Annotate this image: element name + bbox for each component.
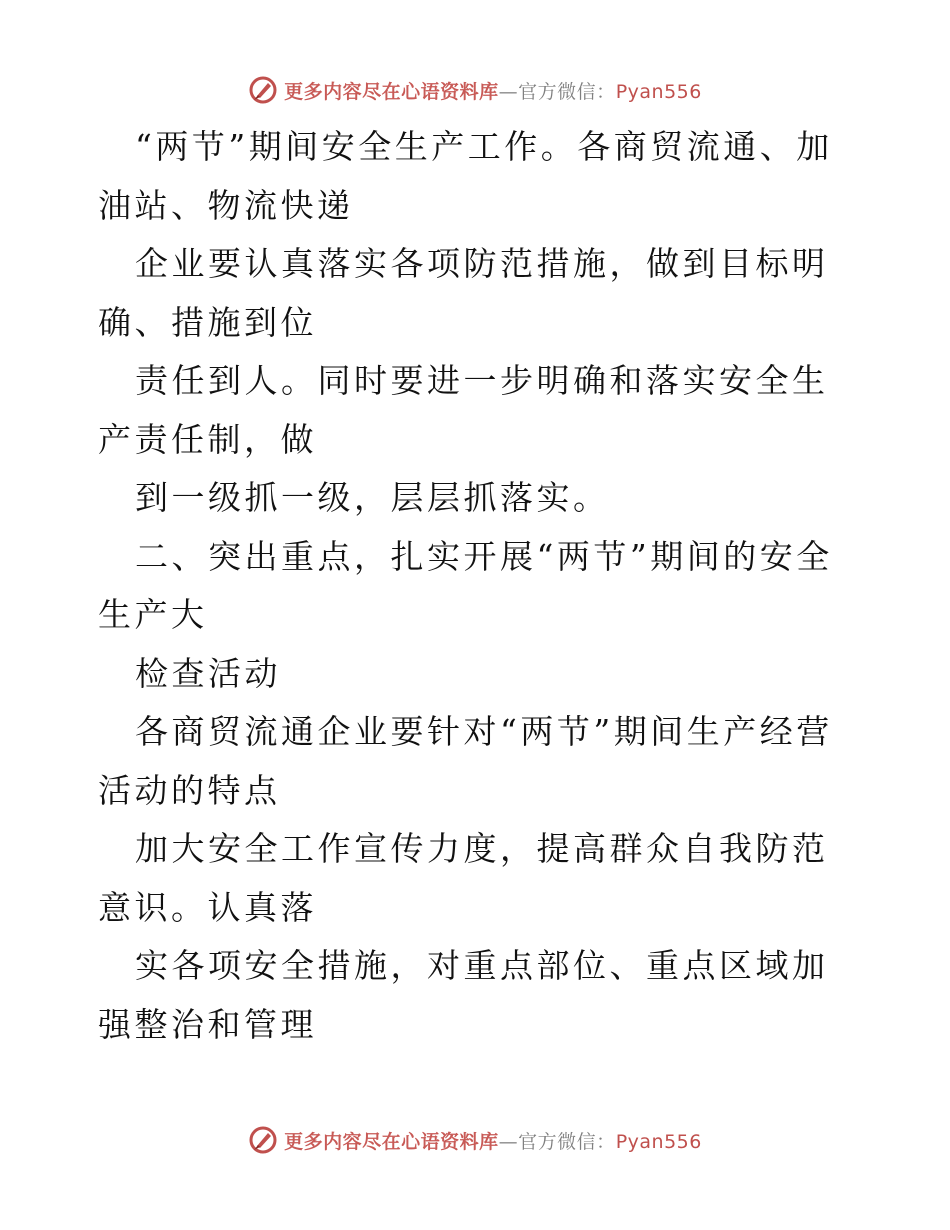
document-body: [98, 118, 858, 1054]
footer-banner-text: 更多内容尽在心语资料库—官方微信：Pyan556: [284, 1130, 702, 1153]
paragraph: 责任到人。同时要进一步明确和落实安全生产责任制，做: [98, 361, 829, 459]
pen-logo-icon: [248, 75, 278, 105]
paragraph: 实各项安全措施，对重点部位、重点区域加强整治和管理: [98, 946, 829, 1044]
paragraph: 二、突出重点，扎实开展“两节”期间的安全生产大: [98, 536, 833, 634]
header-banner: [0, 70, 950, 110]
paragraph: “两节”期间安全生产工作。各商贸流通、加油站、物流快递: [98, 127, 833, 225]
paragraph: 加大安全工作宣传力度，提高群众自我防范意识。认真落: [98, 829, 829, 927]
pen-logo-icon: [248, 1125, 278, 1155]
paragraph: 企业要认真落实各项防范措施，做到目标明确、措施到位: [98, 244, 829, 342]
paragraph: 检查活动: [135, 653, 281, 693]
footer-banner: [0, 1120, 950, 1160]
paragraph: 到一级抓一级，层层抓落实。: [135, 478, 610, 517]
header-banner-text: 更多内容尽在心语资料库—官方微信：Pyan556: [284, 80, 702, 103]
paragraph: 各商贸流通企业要针对“两节”期间生产经营活动的特点: [98, 712, 833, 810]
